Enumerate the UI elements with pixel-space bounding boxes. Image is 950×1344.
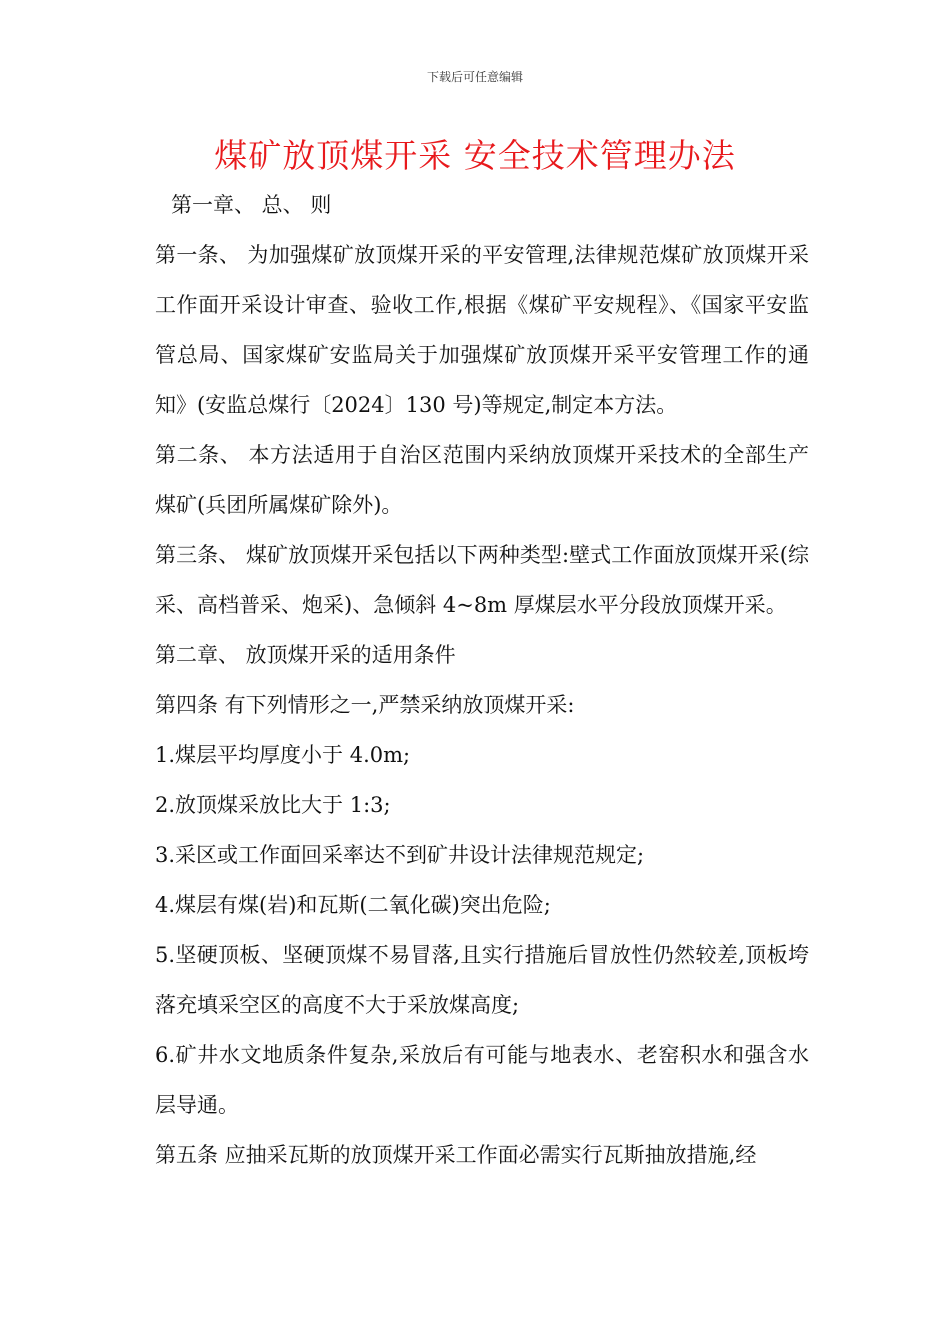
header-note: 下载后可任意编辑 [426,70,523,84]
article-2: 第二条、 本方法适用于自治区范围内采纳放顶煤开采技术的全部生产煤矿(兵团所属煤矿除外)。 [155,443,809,517]
list-item-3: 3.采区或工作面回采率达不到矿井设计法律规范规定; [155,843,645,867]
chapter-heading-2: 第二章、 放顶煤开采的适用条件 [155,643,456,667]
document-title: 煤矿放顶煤开采 安全技术管理办法 [214,136,736,175]
list-item-6: 6.矿井水文地质条件复杂,采放后有可能与地表水、老窑积水和强含水层导通。 [155,1043,809,1117]
document-body [145,180,809,1180]
list-item-4: 4.煤层有煤(岩)和瓦斯(二氧化碳)突出危险; [155,893,551,917]
list-item-2: 2.放顶煤采放比大于 1:3; [155,793,391,817]
article-1: 第一条、 为加强煤矿放顶煤开采的平安管理,法律规范煤矿放顶煤开采工作面开采设计审查、验收工作,根据《煤矿平安规程》、《国家平安监管总局、国家煤矿安监局关于加强煤矿放顶煤开采平安管理工作的通知》(安监总煤行〔2024〕130 号)等规定,制定本方法。 [155,243,809,417]
article-5: 第五条 应抽采瓦斯的放顶煤开采工作面必需实行瓦斯抽放措施,经 [155,1143,757,1167]
article-4: 第四条 有下列情形之一,严禁采纳放顶煤开采: [155,693,575,717]
list-item-5: 5.坚硬顶板、坚硬顶煤不易冒落,且实行措施后冒放性仍然较差,顶板垮落充填采空区的高度不大于采放煤高度; [155,943,809,1017]
list-item-1: 1.煤层平均厚度小于 4.0m; [155,743,411,767]
chapter-heading-1: 第一章、 总、 则 [171,193,332,217]
article-3: 第三条、 煤矿放顶煤开采包括以下两种类型:壁式工作面放顶煤开采(综采、高档普采、炮采)、急倾斜 4~8m 厚煤层水平分段放顶煤开采。 [155,543,809,617]
